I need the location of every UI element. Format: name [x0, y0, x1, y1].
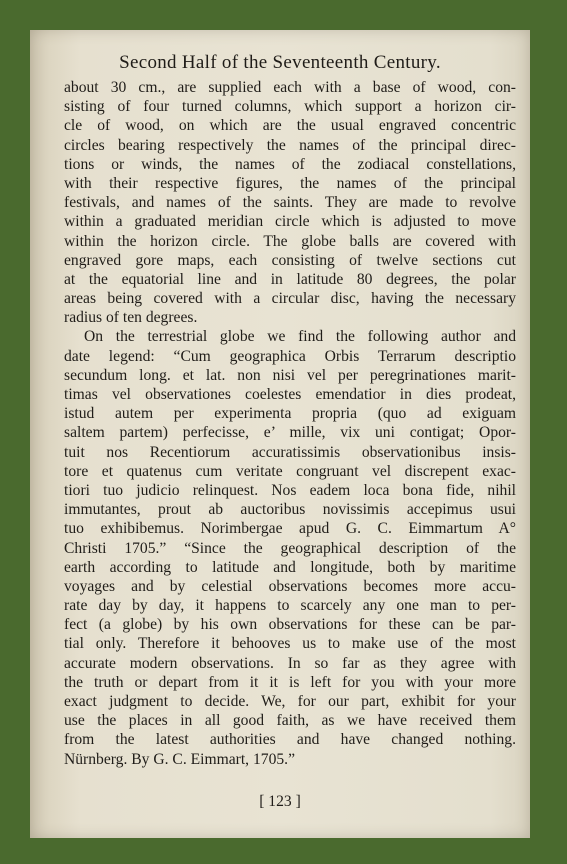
text-line: istud autem per experimenta propria (quo ad exiguam: [64, 405, 516, 423]
book-page: [30, 30, 530, 838]
text-line: engraved gore maps, each consisting of twelve sections cut: [64, 251, 516, 269]
text-line: circles bearing respectively the names of the principal direc-: [64, 136, 516, 154]
text-line: tuo exhibibemus. Norimbergae apud G. C. Eimmartum A°: [64, 520, 516, 538]
text-line: date legend: “Cum geographica Orbis Terrarum descriptio: [64, 347, 516, 365]
text-line: the truth or depart from it it is left for you with your more: [64, 673, 516, 691]
text-line: accurate modern observations. In so far as they agree with: [64, 654, 516, 672]
text-line: festivals, and names of the saints. They are made to revolve: [64, 194, 516, 212]
running-head: Second Half of the Seventeenth Century.: [119, 52, 441, 73]
text-line: use the places in all good faith, as we have received them: [64, 712, 516, 730]
text-line: from the latest authorities and have changed nothing.: [64, 731, 516, 749]
text-line: rate day by day, it happens to scarcely any one man to per-: [64, 597, 516, 615]
text-line: within a graduated meridian circle which is adjusted to move: [64, 213, 516, 231]
text-line: tial only. Therefore it behooves us to make use of the most: [64, 635, 516, 653]
body-text: [64, 78, 516, 769]
text-line: fect (a globe) by his own observations for these can be par-: [64, 616, 516, 634]
text-line: sisting of four turned columns, which support a horizon cir-: [64, 98, 516, 116]
text-line: cle of wood, on which are the usual engraved concentric: [64, 117, 516, 135]
text-line: exact judgment to decide. We, for our part, exhibit for your: [64, 693, 516, 710]
text-line: secundum long. et lat. non nisi vel per peregrinationes marit-: [64, 366, 516, 384]
text-line: On the terrestrial globe we find the following author and: [84, 328, 516, 346]
text-line: radius of ten degrees.: [64, 309, 198, 327]
text-line: within the horizon circle. The globe balls are covered with: [64, 232, 516, 250]
text-line: earth according to latitude and longitude, both by maritime: [64, 558, 516, 576]
text-line: saltem partem) perfecisse, e’ mille, vix uni contigat; Opor-: [64, 424, 516, 442]
text-line: Nürnberg. By G. C. Eimmart, 1705.”: [64, 750, 295, 768]
text-line: with their respective figures, the names of the principal: [64, 174, 516, 192]
text-line: voyages and by celestial observations becomes more accu-: [64, 577, 516, 595]
text-line: tions or winds, the names of the zodiacal constellations,: [64, 155, 516, 173]
text-line: tore et quatenus cum veritate congruant vel discrepent exac-: [64, 462, 516, 480]
text-line: timas vel observationes coelestes emendatior in dies prodeat,: [64, 386, 516, 403]
text-line: at the equatorial line and in latitude 80 degrees, the polar: [64, 270, 516, 288]
text-line: immutantes, prout ab auctoribus novissimis accepimus usui: [64, 501, 516, 519]
text-line: about 30 cm., are supplied each with a base of wood, con-: [64, 79, 516, 96]
text-line: Christi 1705.” “Since the geographical description of the: [64, 539, 516, 557]
text-line: tuit nos Recentiorum accuratissimis observationibus insis-: [64, 443, 516, 461]
page-number: [ 123 ]: [259, 793, 301, 810]
text-line: tiori tuo judicio relinquest. Nos eadem loca bona fide, nihil: [64, 481, 516, 499]
text-line: areas being covered with a circular disc, having the necessary: [64, 290, 516, 308]
